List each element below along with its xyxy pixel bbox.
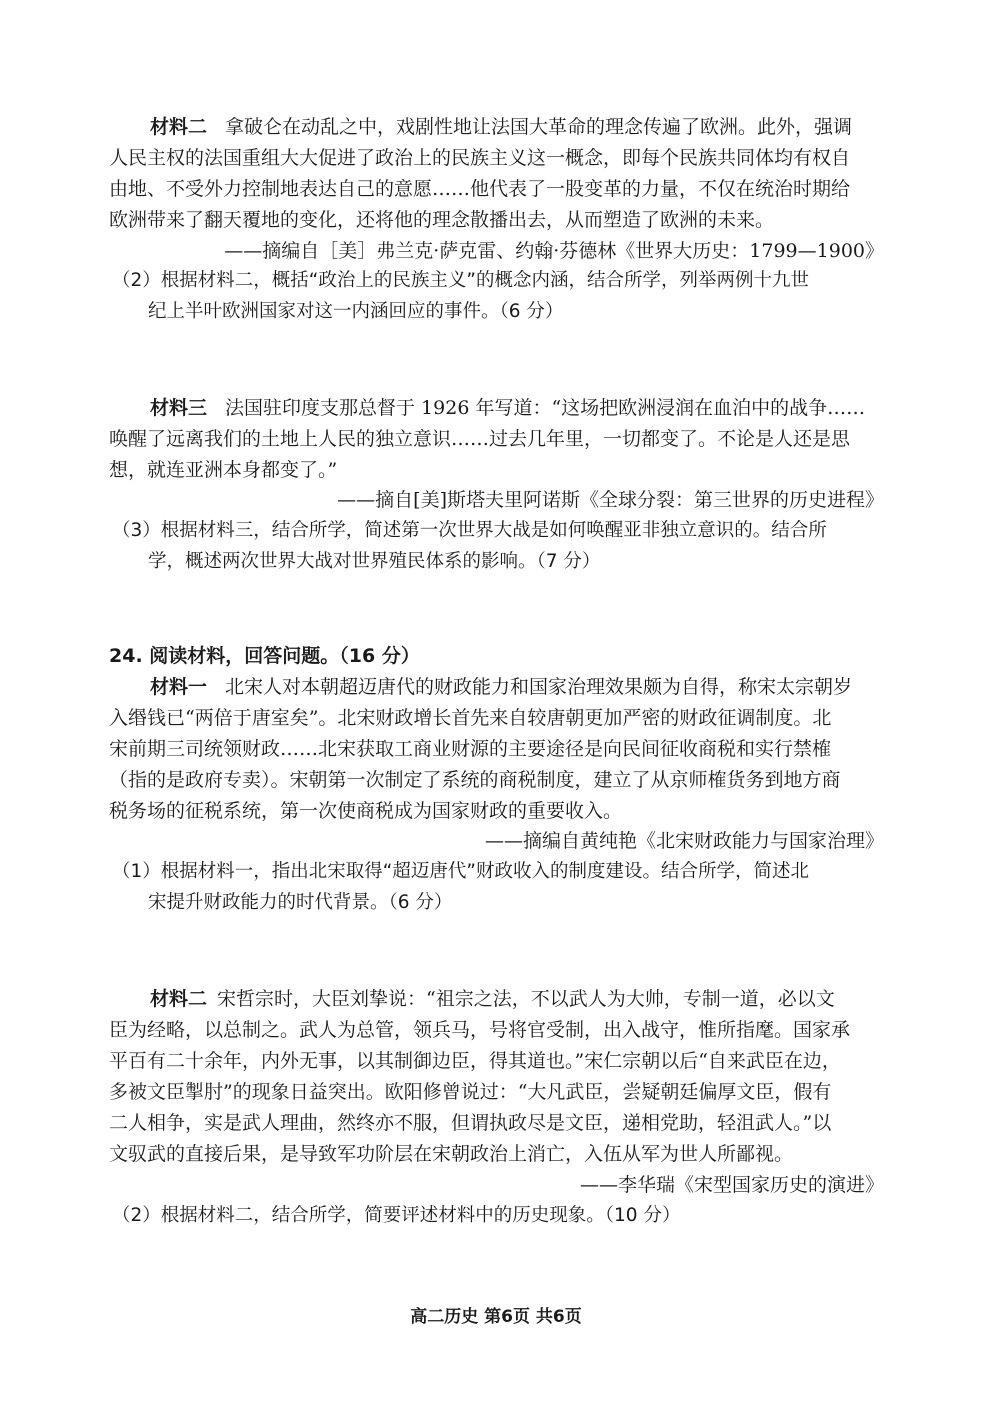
q24-m2-source: ——李华瑞《宋型国家历史的演进》: [579, 1174, 884, 1196]
q23-m2-source: ——摘编自［美］弗兰克·萨克雷、约翰·芬德林《世界大历史：1799—1900》: [224, 240, 884, 262]
q24-question-1-line-1: （1）根据材料一，指出北宋取得“超迈唐代”财政收入的制度建设。结合所学，简述北: [112, 861, 809, 882]
q24-question-1-line-2: 宋提升财政能力的时代背景。（6 分）: [148, 892, 453, 913]
q24-m2-line-2: 臣为经略，以总制之。武人为总管，领兵马，号将官受制，出入战守，惟所指麾。国家承: [109, 1019, 851, 1041]
q24-m1-source: ——摘编自黄纯艳《北宋财政能力与国家治理》: [484, 830, 884, 852]
material-label: 材料一: [150, 676, 208, 698]
q23-m3-line-3: 想，就连亚洲本身都变了。”: [109, 459, 338, 481]
q23-m2-line-1: 材料二 拿破仑在动乱之中，戏剧性地让法国大革命的理念传遍了欧洲。此外，强调: [150, 116, 853, 138]
material-label: 材料三: [150, 397, 208, 419]
material-label: 材料二: [150, 988, 208, 1010]
q23-question-2-line-2: 纪上半叶欧洲国家对这一内涵回应的事件。（6 分）: [148, 301, 564, 322]
q24-m2-line-5: 二人相争，实是武人理曲，然终亦不服，但谓执政尽是文臣，递相党助，轻沮武人。”以: [109, 1112, 832, 1134]
q24-m2-line-6: 文驭武的直接后果，是导致军功阶层在宋朝政治上消亡，入伍从军为世人所鄙视。: [109, 1143, 794, 1165]
material-label: 材料二: [150, 116, 208, 138]
q24-m1-line-5: 税务场的征税系统，第一次使商税成为国家财政的重要收入。: [109, 800, 623, 822]
q24-m1-line-1: 材料一 北宋人对本朝超迈唐代的财政能力和国家治理效果颇为自得，称宋太宗朝岁: [150, 676, 853, 698]
q24-m2-line-3: 平百有二十余年，内外无事，以其制御边臣，得其道也。”宋仁宗朝以后“自来武臣在边，: [109, 1050, 841, 1072]
q23-m2-line-4: 欧洲带来了翻天覆地的变化，还将他的理念散播出去，从而塑造了欧洲的未来。: [109, 209, 775, 231]
q23-m2-line-2: 人民主权的法国重组大大促进了政治上的民族主义这一概念，即每个民族共同体均有权自: [109, 147, 851, 169]
q24-m1-line-4: （指的是政府专卖）。宋朝第一次制定了系统的商税制度，建立了从京师榷货务到地方商: [109, 769, 841, 791]
page-footer: 高二历史 第6页 共6页: [410, 1307, 582, 1327]
q24-m1-line-3: 宋前期三司统领财政……北宋获取工商业财源的主要途径是向民间征收商税和实行禁榷: [109, 738, 832, 760]
q23-question-3-line-2: 学，概述两次世界大战对世界殖民体系的影响。（7 分）: [148, 551, 601, 572]
q24-m2-line-4: 多被文臣掣肘”的现象日益突出。欧阳修曾说过：“大凡武臣，尝疑朝廷偏厚文臣，假有: [109, 1081, 832, 1103]
q23-m3-line-1: 材料三 法国驻印度支那总督于 1926 年写道：“这场把欧洲浸润在血泊中的战争……: [150, 397, 866, 419]
q23-m2-line-3: 由地、不受外力控制地表达自己的意愿……他代表了一股变革的力量，不仅在统治时期给: [109, 178, 851, 200]
q24-m1-line-2: 入缗钱已“两倍于唐室矣”。北宋财政增长首先来自较唐朝更加严密的财政征调制度。北: [109, 707, 832, 729]
q23-m3-line-2: 唤醒了远离我们的土地上人民的独立意识……过去几年里，一切都变了。不论是人还是思: [109, 428, 851, 450]
q24-heading: 24. 阅读材料，回答问题。（16 分）: [109, 645, 420, 667]
q23-question-3-line-1: （3）根据材料三，结合所学，简述第一次世界大战是如何唤醒亚非独立意识的。结合所: [112, 520, 827, 541]
q23-question-2-line-1: （2）根据材料二，概括“政治上的民族主义”的概念内涵，结合所学，列举两例十九世: [112, 270, 809, 291]
q23-m3-source: ——摘自[美]斯塔夫里阿诺斯《全球分裂：第三世界的历史进程》: [337, 489, 884, 511]
q24-question-2-line-1: （2）根据材料二，结合所学，简要评述材料中的历史现象。（10 分）: [112, 1205, 681, 1226]
q24-m2-line-1: 材料二 宋哲宗时，大臣刘挚说：“祖宗之法，不以武人为大帅，专制一道，必以文: [150, 988, 835, 1010]
